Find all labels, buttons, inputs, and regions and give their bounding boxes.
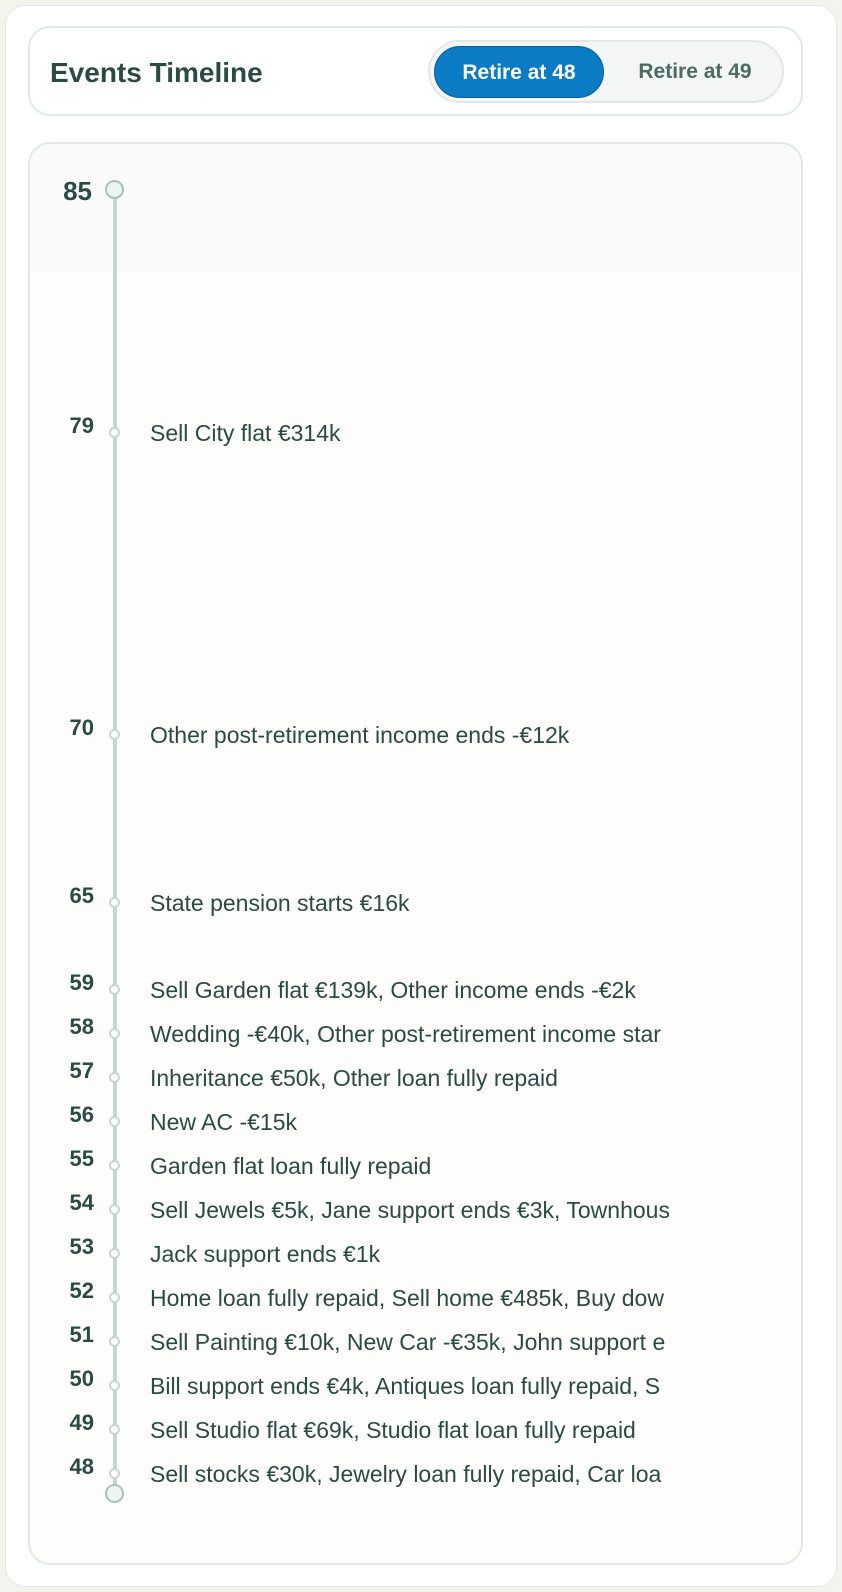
timeline-event-text[interactable]: Bill support ends €4k, Antiques loan fully repaid, S: [150, 1369, 773, 1403]
timeline-tick: [109, 1336, 120, 1347]
timeline-tick: [109, 1248, 120, 1259]
timeline-tick: [109, 1160, 120, 1171]
timeline-event-text[interactable]: Home loan fully repaid, Sell home €485k, Buy dow: [150, 1281, 773, 1315]
timeline-tick: [109, 897, 120, 908]
timeline-event-text[interactable]: Other post-retirement income ends -€12k: [150, 718, 773, 752]
timeline-age-label: 55: [69, 1146, 94, 1171]
timeline-tick: [109, 1116, 120, 1127]
timeline-age-label: 58: [69, 1014, 94, 1039]
timeline-tick: [109, 427, 120, 438]
timeline-age-label: 48: [69, 1454, 94, 1479]
timeline-event-text[interactable]: Sell Garden flat €139k, Other income ends -€2k: [150, 973, 773, 1007]
timeline-header: [28, 26, 803, 116]
timeline-age-label: 70: [69, 715, 94, 740]
timeline-event-text[interactable]: Sell Painting €10k, New Car -€35k, John support e: [150, 1325, 773, 1359]
timeline-age-label: 57: [69, 1058, 94, 1083]
timeline-tick: [109, 1204, 120, 1215]
retire-at-48-button[interactable]: Retire at 48: [434, 46, 604, 98]
timeline-age-label: 52: [69, 1278, 94, 1303]
timeline-tick: [109, 1028, 120, 1039]
timeline-event-text[interactable]: Wedding -€40k, Other post-retirement income star: [150, 1017, 773, 1051]
timeline-event-text[interactable]: Sell stocks €30k, Jewelry loan fully repaid, Car loa: [150, 1457, 773, 1491]
timeline-tick: [109, 1380, 120, 1391]
timeline-age-label: 59: [69, 970, 94, 995]
timeline-event-text[interactable]: New AC -€15k: [150, 1105, 773, 1139]
timeline-event-text[interactable]: Garden flat loan fully repaid: [150, 1149, 773, 1183]
timeline-end-node: [105, 1484, 124, 1503]
timeline-age-label: 65: [69, 883, 94, 908]
page-title: Events Timeline: [50, 57, 263, 88]
timeline-age-label: 79: [69, 413, 94, 438]
timeline-age-label: 50: [69, 1366, 94, 1391]
timeline-start-node: [105, 180, 124, 199]
timeline-event-text[interactable]: State pension starts €16k: [150, 886, 773, 920]
timeline-tick: [109, 729, 120, 740]
timeline-event-text[interactable]: Jack support ends €1k: [150, 1237, 773, 1271]
timeline-tick: [109, 1468, 120, 1479]
timeline-tick: [109, 984, 120, 995]
timeline-event-text[interactable]: Sell City flat €314k: [150, 416, 773, 450]
timeline-age-label: 51: [69, 1322, 94, 1347]
timeline-age-label: 85: [63, 176, 92, 206]
timeline-event-text[interactable]: Inheritance €50k, Other loan fully repaid: [150, 1061, 773, 1095]
timeline-event-text[interactable]: Sell Studio flat €69k, Studio flat loan fully repaid: [150, 1413, 773, 1447]
timeline-age-label: 53: [69, 1234, 94, 1259]
timeline-tick: [109, 1424, 120, 1435]
retire-at-49-button[interactable]: Retire at 49: [638, 60, 752, 83]
retirement-age-toggle: [428, 40, 784, 103]
timeline-age-label: 54: [69, 1190, 94, 1215]
timeline-tick: [109, 1292, 120, 1303]
timeline-tick: [109, 1072, 120, 1083]
timeline-event-text[interactable]: Sell Jewels €5k, Jane support ends €3k, Townhous: [150, 1193, 773, 1227]
timeline-age-label: 49: [69, 1410, 94, 1435]
timeline-age-label: 56: [69, 1102, 94, 1127]
